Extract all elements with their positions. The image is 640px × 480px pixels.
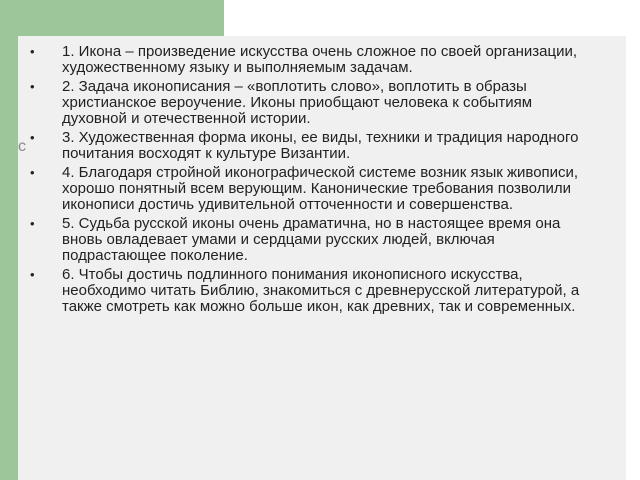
stray-character: с [18,138,26,155]
list-item-text: 4. Благодаря стройной иконографической системе возник язык живописи, хорошо понятный всем верующим. Канонические требования позволили иконописи достичь удивительной отточенности и совершенства. [62,164,579,213]
bullet-icon: • [30,79,35,94]
list-item-text: 6. Чтобы достичь подлинного понимания иконописного искусства, необходимо читать Библию, знакомиться с древнерусской литературой, а также смотреть как можно больше икон, как древних, так и современных. [62,266,580,315]
list-item-text: 1. Икона – произведение искусства очень сложное по своей организации, художественному языку и выполняемым задачам. [62,43,578,76]
list-item [28,44,588,76]
bullet-list [28,44,588,318]
list-item [28,267,588,315]
green-top-block [0,0,224,36]
bullet-icon: • [30,44,35,59]
bullet-icon: • [30,267,35,282]
bullet-icon: • [30,165,35,180]
green-side-stripe [0,0,18,480]
list-item [28,130,588,162]
list-item-text: 3. Художественная форма иконы, ее виды, техники и традиция народного почитания восходят к культуре Византии. [62,129,579,162]
bullet-icon: • [30,216,35,231]
bullet-icon: • [30,130,35,145]
list-item-text: 2. Задача иконописания – «воплотить слово», воплотить в образы христианское вероучение. Иконы приобщают человека к событиям духовной и отечественной истории. [62,78,533,127]
list-item [28,165,588,213]
list-item-text: 5. Судьба русской иконы очень драматична, но в настоящее время она вновь овладевает умами и сердцами русских людей, включая подрастающее поколение. [62,215,561,264]
list-item [28,79,588,127]
list-item [28,216,588,264]
